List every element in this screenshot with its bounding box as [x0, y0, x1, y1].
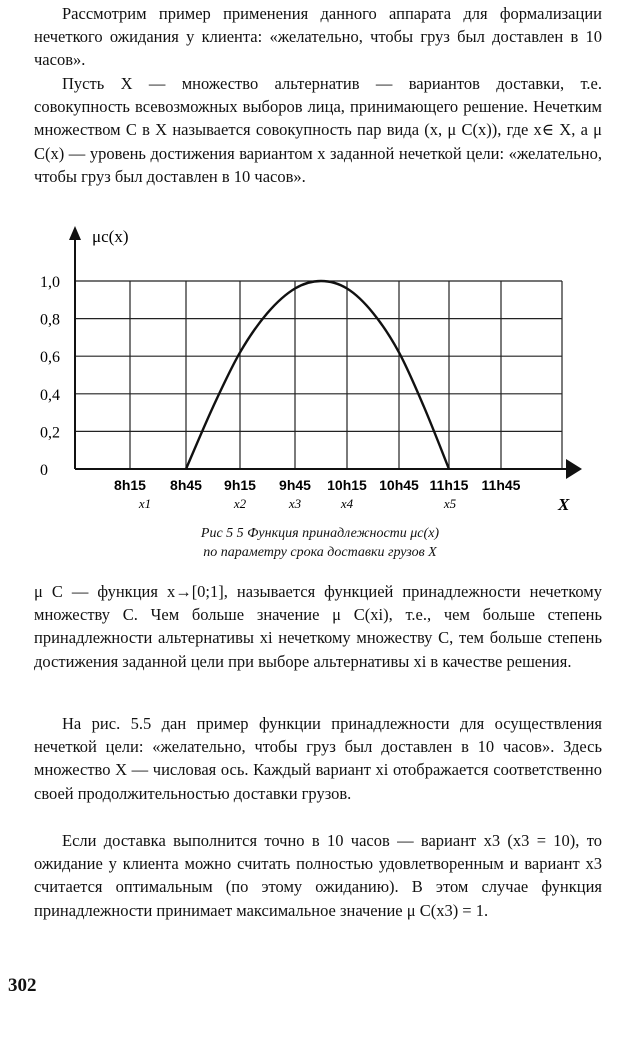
page-number: 302	[8, 975, 37, 996]
x-marker-label: x1	[138, 496, 152, 511]
x-marker-label: x4	[340, 496, 354, 511]
x-tick-label: 11h15	[429, 477, 469, 493]
paragraph-2: Пусть X — множество альтернатив — вариантов доставки, т.е. совокупность всевозможных выборов лица, принимающего решение. Нечетким множеством C в X называется совокупность пар вида (x, μ C(x)), где x∈ X, а μ C(x) — уровень достижения вариантом x заданной нечеткой цели: «желательно, чтобы груз был доставлен в 10 часов».	[34, 74, 602, 186]
x-tick-labels	[114, 477, 521, 493]
paragraph-1: Рассмотрим пример применения данного аппарата для формализации нечеткого ожидания у клиента: «желательно, чтобы груз был доставлен в 10 часов».	[34, 4, 602, 70]
y-tick-labels	[40, 274, 60, 479]
y-tick-label: 0,8	[40, 311, 60, 329]
y-axis-arrow-icon	[69, 226, 81, 240]
x-markers	[138, 496, 457, 511]
x-tick-label: 10h15	[327, 477, 367, 493]
x-tick-label: 9h15	[224, 477, 256, 493]
figure-caption-line-1: Рис 5 5 Функция принадлежности μc(x)	[200, 526, 440, 541]
y-tick-label: 0	[40, 462, 48, 479]
membership-function-chart	[0, 218, 640, 518]
x-marker-label: x5	[443, 496, 457, 511]
x-marker-label: x2	[233, 496, 247, 511]
y-tick-label: 0,2	[40, 424, 60, 442]
y-tick-label: 0,4	[40, 386, 60, 404]
y-axis-title: μc(x)	[92, 227, 129, 246]
y-tick-label: 0,6	[40, 349, 60, 367]
x-tick-label: 9h45	[279, 477, 311, 493]
x-tick-label: 8h45	[170, 477, 202, 493]
x-marker-label: x3	[288, 496, 302, 511]
x-tick-label: 11h45	[481, 477, 521, 493]
x-axis-arrow-icon	[566, 459, 582, 479]
x-axis-title: X	[558, 495, 570, 514]
paragraph-3: μ C — функция x→[0;1], называется функцией принадлежности нечеткому множеству C. Чем больше значение μ C(xi), т.е., чем больше степень принадлежности альтернативы xi нечеткому множеству C, тем больше степень достижения заданной цели при выборе альтернативы xi в качестве решения.	[34, 582, 602, 671]
x-tick-label: 8h15	[114, 477, 146, 493]
chart-grid	[75, 281, 562, 469]
figure-caption-line-2: по параметру срока доставки грузов X	[203, 545, 437, 560]
y-tick-label: 1,0	[40, 274, 60, 291]
paragraph-5: Если доставка выполнится точно в 10 часов — вариант x3 (x3 = 10), то ожидание у клиента можно считать полностью удовлетворенным и вариант x3 считается оптимальным (по этому ожиданию). В этом случае функция принадлежности принимает максимальное значение μ C(x3) = 1.	[34, 831, 602, 920]
x-tick-label: 10h45	[379, 477, 419, 493]
membership-curve	[186, 281, 449, 469]
paragraph-4: На рис. 5.5 дан пример функции принадлежности для осуществления нечеткой цели: «желательно, чтобы груз был доставлен в 10 часов». Здесь множество X — числовая ось. Каждый вариант xi отображается соответственно своей продолжительностью доставки грузов.	[34, 714, 602, 803]
